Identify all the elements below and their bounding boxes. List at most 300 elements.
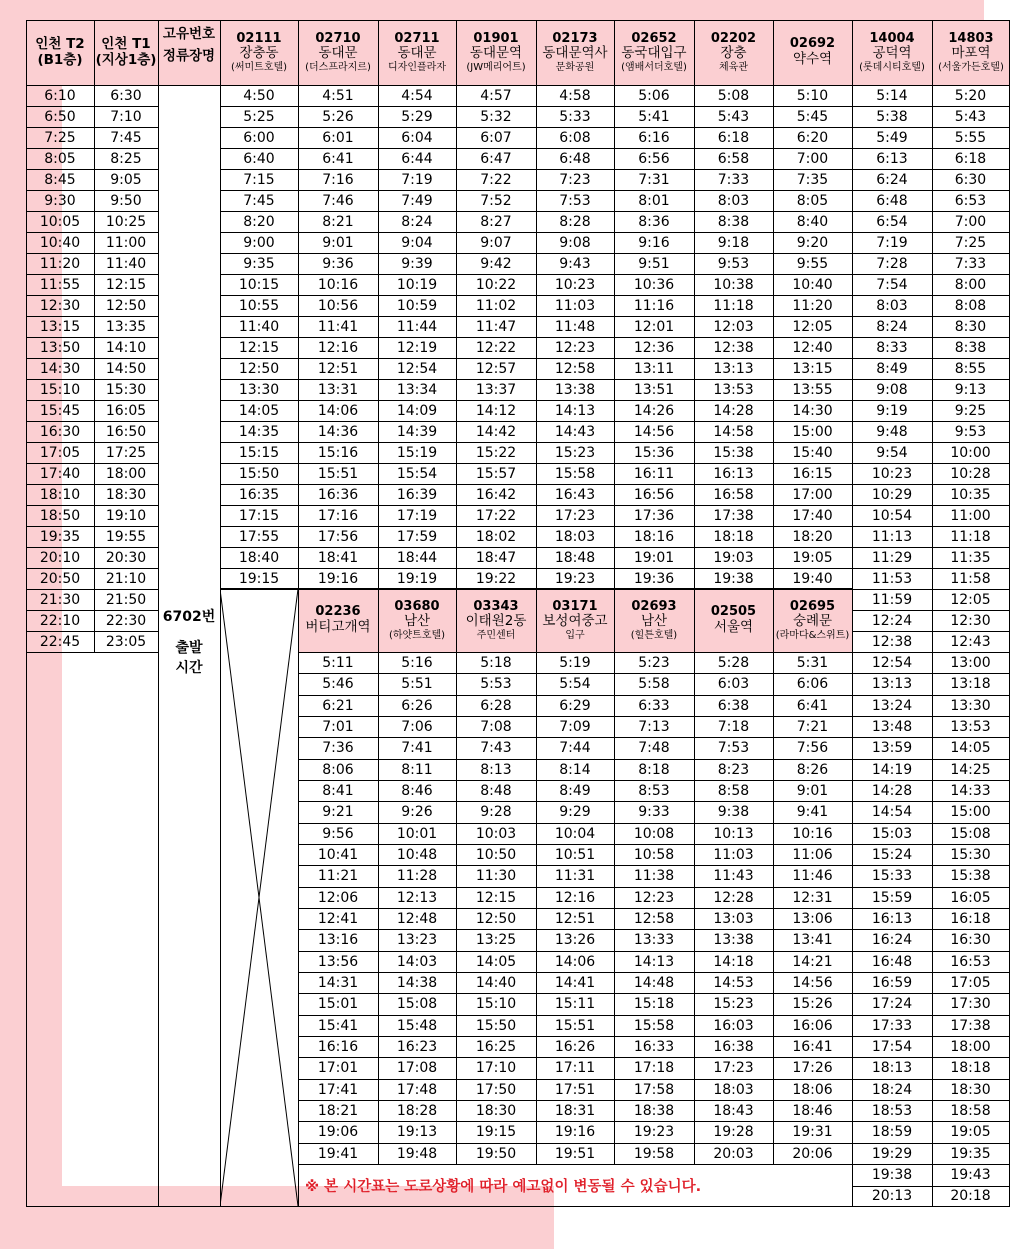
stop-time: 7:19	[876, 234, 908, 251]
grid-line	[773, 652, 774, 1165]
stop-code: 02111	[236, 30, 282, 46]
stop-time: 12:54	[396, 360, 438, 377]
stop-time: 18:30	[950, 1081, 991, 1098]
grid-line	[456, 652, 457, 1165]
stop-header-b4	[614, 589, 694, 652]
stop-time: 15:11	[554, 996, 596, 1012]
grid-line	[852, 801, 1010, 802]
stop-time: 6:48	[559, 150, 591, 167]
stop-time: 8:27	[480, 213, 512, 230]
stop-time: 7:33	[717, 171, 750, 188]
stop-time: 15:10	[475, 996, 517, 1012]
header-text: (지상1층)	[95, 51, 157, 68]
stop-time: 14:39	[396, 423, 438, 440]
stop-time: 18:31	[554, 1102, 596, 1119]
stop-time: 11:20	[792, 297, 833, 314]
stop-time: 11:03	[554, 297, 596, 314]
stop-time: 7:35	[796, 171, 829, 188]
stop-name: 동대문	[397, 45, 437, 62]
stop-time: 17:26	[792, 1060, 833, 1076]
stop-time: 12:58	[554, 360, 596, 377]
stop-time: 19:16	[554, 1124, 596, 1140]
grid-line	[378, 85, 379, 590]
stop-time: 15:58	[554, 465, 596, 482]
stop-time: 17:16	[317, 507, 359, 524]
stop-time: 14:03	[396, 953, 438, 970]
grid-line	[378, 652, 379, 1165]
departure-t2-time: 7:25	[44, 129, 76, 146]
stop-time: 19:35	[950, 1145, 991, 1162]
stop-time: 5:45	[796, 108, 829, 125]
stop-time: 19:01	[633, 549, 675, 566]
stop-time: 17:51	[554, 1081, 596, 1098]
stop-time: 7:46	[322, 192, 354, 209]
grid-line	[26, 568, 159, 569]
stop-name: 버티고개역	[305, 619, 371, 636]
stop-time: 6:24	[876, 171, 908, 188]
stop-time: 9:07	[480, 234, 512, 251]
grid-line	[852, 547, 1010, 548]
grid-line	[852, 610, 1010, 611]
departure-t1-time: 7:10	[110, 108, 142, 125]
stop-time: 9:48	[876, 423, 908, 440]
stop-time: 9:25	[954, 402, 987, 419]
stop-time: 16:13	[713, 465, 754, 482]
stop-name: 동대문	[318, 45, 358, 62]
grid-line	[852, 972, 1010, 973]
stop-time: 7:53	[717, 740, 750, 756]
stop-time: 6:01	[322, 129, 354, 146]
stop-time: 18:53	[871, 1102, 913, 1119]
stop-time: 7:25	[954, 234, 987, 251]
stop-time: 13:34	[396, 381, 438, 398]
stop-time: 8:24	[401, 213, 433, 230]
stop-time: 8:58	[717, 782, 750, 799]
grid-line	[852, 400, 1010, 401]
grid-line	[852, 505, 1010, 506]
stop-time: 12:36	[633, 339, 675, 356]
stop-time: 12:38	[713, 339, 754, 356]
departure-t2-time: 22:10	[39, 612, 81, 629]
stop-time: 10:23	[871, 465, 913, 482]
stop-time: 9:26	[401, 804, 433, 820]
stop-time: 8:49	[876, 360, 908, 377]
stop-time: 19:06	[317, 1124, 359, 1140]
stop-time: 14:06	[317, 402, 359, 419]
departure-t2-time: 6:50	[44, 108, 76, 125]
grid-line	[158, 20, 159, 1207]
stop-time: 10:00	[950, 444, 991, 461]
stop-time: 7:31	[638, 171, 670, 188]
header-incheon-t2	[26, 20, 94, 85]
stop-time: 13:53	[950, 718, 991, 735]
stop-time: 19:05	[950, 1124, 991, 1140]
header-text: 고유번호	[162, 26, 216, 42]
stop-time: 14:56	[792, 974, 833, 991]
stop-time: 12:43	[950, 633, 991, 650]
stop-time: 17:56	[317, 528, 359, 545]
stop-sub: (더스프라지르)	[305, 61, 371, 73]
grid-line	[852, 274, 1010, 275]
stop-time: 18:30	[475, 1102, 517, 1119]
stop-sub: (써미트호텔)	[230, 61, 288, 73]
grid-line	[932, 20, 933, 1207]
stop-sub: 디자인플라자	[388, 61, 446, 73]
grid-line	[26, 190, 159, 191]
grid-line	[298, 865, 853, 866]
grid-line	[852, 652, 1010, 653]
grid-line	[456, 20, 457, 86]
grid-line	[298, 780, 853, 781]
grid-line	[694, 20, 695, 86]
stop-time: 14:35	[238, 423, 280, 440]
stop-time: 12:40	[792, 339, 833, 356]
stop-time: 5:18	[480, 654, 512, 671]
stop-time: 10:54	[871, 507, 913, 524]
stop-time: 18:02	[475, 528, 517, 545]
stop-time: 19:48	[396, 1145, 438, 1162]
grid-line	[536, 589, 537, 653]
stop-time: 5:28	[717, 654, 750, 671]
grid-line	[26, 20, 27, 1207]
stop-time: 19:36	[633, 570, 675, 587]
stop-time: 5:31	[796, 654, 829, 671]
stop-time: 8:13	[480, 761, 512, 778]
stop-time: 8:33	[876, 339, 908, 356]
departure-t2-time: 20:10	[39, 549, 81, 566]
stop-time: 15:48	[396, 1017, 438, 1034]
stop-time: 11:29	[871, 549, 913, 566]
stop-time: 10:01	[396, 825, 438, 842]
stop-time: 16:26	[554, 1038, 596, 1055]
stop-time: 14:05	[238, 402, 280, 419]
stop-time: 7:00	[796, 150, 829, 167]
stop-time: 8:38	[717, 213, 750, 230]
grid-line	[852, 295, 1010, 296]
stop-time: 10:13	[713, 825, 754, 842]
stop-time: 9:29	[559, 804, 591, 820]
stop-time: 10:15	[238, 276, 280, 293]
grid-line	[26, 295, 159, 296]
grid-line	[298, 929, 853, 930]
stop-time: 11:18	[713, 297, 754, 314]
stop-time: 9:16	[638, 234, 670, 251]
departure-t1-time: 19:10	[105, 507, 147, 524]
stop-code: 03680	[394, 598, 440, 614]
stop-time: 11:03	[713, 846, 754, 863]
grid-line	[26, 526, 159, 527]
stop-time: 11:00	[950, 507, 991, 524]
stop-time: 8:28	[559, 213, 591, 230]
stop-time: 12:19	[396, 339, 438, 356]
stop-time: 17:54	[871, 1038, 913, 1055]
stop-time: 11:06	[792, 846, 833, 863]
departure-t2-time: 9:30	[44, 192, 76, 209]
grid-line	[852, 993, 1010, 994]
departure-t2-time: 11:20	[39, 255, 81, 272]
stop-time: 9:18	[717, 234, 750, 251]
stop-time: 15:58	[633, 1017, 675, 1034]
stop-time: 18:20	[792, 528, 833, 545]
grid-line	[298, 759, 853, 760]
stop-time: 7:08	[480, 718, 512, 735]
grid-line	[536, 652, 537, 1165]
stop-time: 15:16	[317, 444, 359, 461]
stop-time: 10:40	[792, 276, 833, 293]
grid-line	[852, 337, 1010, 338]
stop-header-1	[298, 20, 378, 85]
stop-name: 이태원2동	[465, 613, 527, 630]
grid-line	[94, 20, 95, 653]
stop-time: 8:36	[638, 213, 670, 230]
stop-time: 18:40	[238, 549, 280, 566]
stop-time: 17:40	[792, 507, 833, 524]
departure-t1-time: 17:25	[105, 444, 147, 461]
stop-time: 10:56	[317, 297, 359, 314]
stop-time: 6:00	[243, 129, 275, 146]
stop-header-b3	[536, 589, 614, 652]
stop-header-7	[773, 20, 852, 85]
stop-time: 18:46	[792, 1102, 833, 1119]
stop-time: 13:38	[713, 932, 754, 948]
stop-time: 12:22	[475, 339, 517, 356]
stop-time: 12:51	[554, 910, 596, 927]
stop-time: 19:40	[792, 570, 833, 587]
stop-time: 10:48	[396, 846, 438, 863]
stop-time: 6:56	[638, 150, 670, 167]
stop-time: 11:28	[396, 868, 438, 884]
stop-time: 10:04	[554, 825, 596, 842]
stop-time: 13:56	[317, 953, 359, 970]
stop-time: 17:10	[475, 1060, 517, 1076]
stop-time: 12:05	[792, 318, 833, 335]
stop-time: 6:21	[322, 697, 354, 714]
departure-t2-time: 16:30	[39, 423, 81, 440]
stop-time: 8:49	[559, 782, 591, 799]
stop-time: 7:53	[559, 192, 591, 209]
stop-header-3	[456, 20, 536, 85]
stop-time: 13:59	[871, 740, 913, 756]
grid-line	[26, 652, 159, 653]
departure-t2-time: 17:05	[39, 444, 81, 461]
stop-time: 14:06	[554, 953, 596, 970]
stop-time: 11:02	[475, 297, 517, 314]
stop-time: 14:33	[950, 782, 991, 799]
stop-time: 16:33	[633, 1038, 675, 1055]
stop-sub: (롯데시티호텔)	[859, 61, 925, 73]
stop-code: 02695	[789, 598, 836, 614]
stop-time: 9:04	[401, 234, 433, 251]
stop-code: 03343	[473, 598, 519, 614]
grid-line	[852, 379, 1010, 380]
grid-line	[298, 1164, 853, 1165]
stop-time: 6:33	[638, 697, 670, 714]
stop-time: 5:32	[480, 108, 512, 125]
stop-name: 보성여중고	[542, 613, 608, 630]
stop-time: 9:08	[876, 381, 908, 398]
stop-time: 5:11	[322, 654, 354, 671]
stop-time: 12:03	[713, 318, 754, 335]
stop-time: 13:55	[792, 381, 833, 398]
stop-time: 8:38	[954, 339, 987, 356]
grid-line	[852, 1100, 1010, 1101]
stop-time: 13:38	[554, 381, 596, 398]
stop-sub: (힐튼호텔)	[630, 629, 678, 641]
departure-t1-time: 10:25	[105, 213, 147, 230]
stop-time: 8:40	[796, 213, 829, 230]
grid-line	[298, 737, 853, 738]
stop-time: 11:44	[396, 318, 438, 335]
departure-t1-time: 18:00	[105, 465, 147, 482]
stop-time: 9:00	[243, 234, 275, 251]
stop-time: 7:45	[243, 192, 275, 209]
grid-line	[852, 442, 1010, 443]
stop-time: 5:10	[796, 87, 829, 104]
stop-time: 5:06	[638, 87, 670, 104]
departure-t2-time: 18:10	[39, 486, 81, 503]
stop-code: 02711	[394, 30, 440, 46]
stop-time: 13:18	[950, 676, 991, 692]
stop-time: 17:00	[792, 486, 833, 503]
stop-time: 15:33	[871, 868, 913, 884]
stop-time: 6:48	[876, 192, 908, 209]
stop-time: 15:23	[554, 444, 596, 461]
grid-line	[852, 631, 1010, 632]
grid-line	[694, 85, 695, 590]
stop-code: 02692	[789, 36, 836, 52]
stop-time: 8:05	[796, 192, 829, 209]
stop-time: 18:41	[317, 549, 359, 566]
stop-time: 13:16	[317, 932, 359, 948]
stop-time: 19:05	[792, 549, 833, 566]
stop-time: 11:46	[792, 868, 833, 884]
departure-label-text: 출발	[175, 640, 203, 656]
stop-time: 14:28	[871, 782, 913, 799]
stop-sub: 체육관	[719, 61, 748, 73]
stop-time: 8:30	[954, 318, 987, 335]
stop-time: 18:16	[633, 528, 675, 545]
stop-time: 19:23	[554, 570, 596, 587]
stop-time: 6:29	[559, 697, 591, 714]
stop-time: 15:41	[317, 1017, 359, 1034]
stop-time: 6:20	[796, 129, 829, 146]
stop-time: 16:58	[713, 486, 754, 503]
header-text: (B1층)	[37, 51, 83, 68]
stop-time: 16:11	[633, 465, 675, 482]
stop-time: 4:50	[243, 87, 275, 104]
stop-time: 14:09	[396, 402, 438, 419]
grid-line	[298, 1036, 853, 1037]
stop-time: 16:42	[475, 486, 517, 503]
stop-time: 15:08	[396, 996, 438, 1012]
stop-time: 16:16	[317, 1038, 359, 1055]
grid-line	[852, 1164, 1010, 1165]
stop-code: 02236	[315, 604, 361, 620]
stop-sub: (JW메리어트)	[466, 61, 526, 73]
grid-line	[378, 589, 379, 653]
stop-time: 17:15	[238, 507, 280, 524]
stop-time: 13:03	[713, 910, 754, 927]
stop-time: 16:13	[871, 910, 913, 927]
stop-time: 14:25	[950, 761, 991, 778]
grid-line	[298, 673, 853, 674]
stop-time: 12:01	[633, 318, 675, 335]
stop-name: 동대문역사	[542, 45, 608, 62]
stop-time: 18:06	[792, 1081, 833, 1098]
grid-line	[26, 1206, 1010, 1207]
grid-line	[26, 20, 1010, 21]
empty-cell-cross	[220, 589, 298, 1206]
grid-line	[852, 232, 1010, 233]
departure-t2-time: 8:05	[44, 150, 76, 167]
stop-time: 8:00	[954, 276, 987, 293]
stop-time: 17:30	[950, 996, 991, 1012]
grid-line	[26, 463, 159, 464]
grid-line	[26, 589, 159, 590]
stop-time: 6:18	[717, 129, 750, 146]
stop-time: 17:18	[633, 1060, 675, 1076]
departure-label-text: 시간	[175, 660, 203, 677]
stop-time: 11:40	[238, 318, 280, 335]
stop-time: 19:41	[317, 1145, 359, 1162]
stop-time: 6:53	[954, 192, 987, 209]
stop-time: 9:42	[480, 255, 512, 272]
grid-line	[852, 1079, 1010, 1080]
stop-time: 19:50	[475, 1145, 517, 1162]
grid-line	[298, 1121, 853, 1122]
stop-time: 10:50	[475, 846, 517, 863]
stop-time: 18:43	[713, 1102, 754, 1119]
stop-time: 17:23	[713, 1060, 754, 1076]
departure-t1-time: 19:55	[105, 528, 147, 545]
stop-time: 14:40	[475, 974, 517, 991]
stop-time: 7:48	[638, 740, 670, 756]
stop-time: 17:05	[950, 974, 991, 991]
departure-t1-time: 21:50	[105, 591, 147, 608]
grid-line	[852, 589, 1010, 590]
stop-time: 7:13	[638, 718, 670, 735]
departure-t1-time: 18:30	[105, 486, 147, 503]
grid-line	[852, 358, 1010, 359]
departure-t1-time: 13:35	[105, 318, 147, 335]
departure-t2-time: 17:40	[39, 465, 81, 482]
stop-time: 12:15	[475, 889, 517, 906]
stop-time: 15:08	[950, 825, 991, 842]
departure-t2-time: 22:45	[39, 633, 81, 650]
grid-line	[536, 85, 537, 590]
stop-time: 13:37	[475, 381, 517, 398]
stop-time: 14:42	[475, 423, 517, 440]
stop-time: 6:38	[717, 697, 750, 714]
grid-line	[852, 1036, 1010, 1037]
stop-time: 14:38	[396, 974, 438, 991]
stop-sub: 문화공원	[555, 61, 595, 73]
stop-code: 02652	[631, 30, 677, 46]
departure-t1-time: 8:25	[110, 150, 142, 167]
grid-line	[26, 211, 159, 212]
departure-t1-time: 12:15	[105, 276, 147, 293]
grid-line	[298, 993, 853, 994]
stop-code: 02693	[631, 598, 677, 614]
stop-time: 9:43	[559, 255, 591, 272]
stop-time: 9:13	[954, 381, 987, 398]
stop-time: 5:49	[876, 129, 908, 146]
grid-line	[298, 972, 853, 973]
stop-time: 10:16	[317, 276, 359, 293]
grid-line	[456, 589, 457, 653]
stop-time: 7:28	[876, 255, 908, 272]
stop-time: 7:21	[796, 718, 829, 735]
